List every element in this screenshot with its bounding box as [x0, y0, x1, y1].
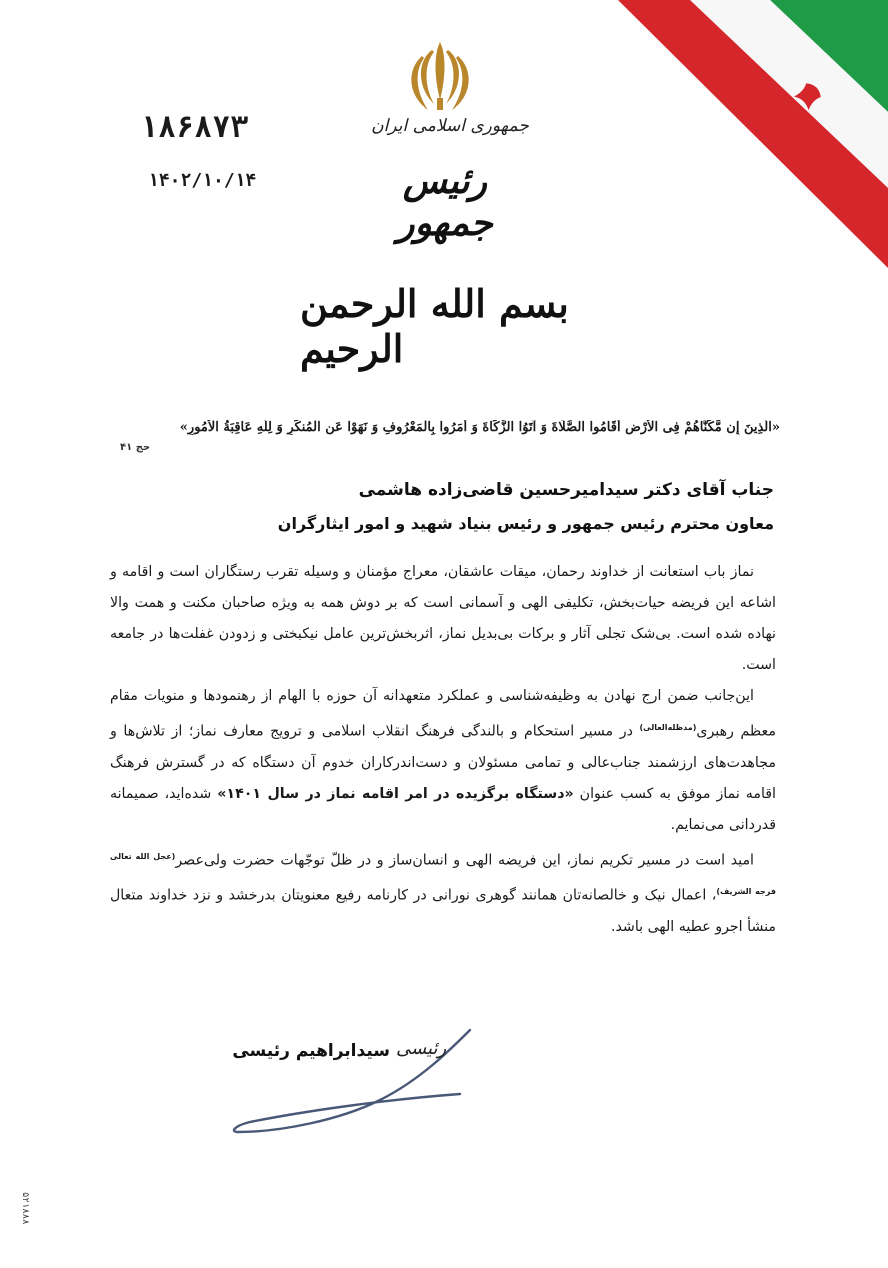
signature-mark: رئیسی	[396, 1038, 447, 1059]
paragraph-2-part-c: شده‌اید، صمیمانه قدردانی می‌نمایم.	[110, 785, 776, 833]
honorific-imam: (عجل الله تعالی فرجه الشریف)	[110, 851, 777, 897]
letter-number: ۱۸۶۸۷۳	[140, 110, 249, 145]
basmala-calligraphy: بسم الله الرحمن الرحیم	[300, 281, 569, 371]
addressee-name: جناب آقای دکتر سیدامیرحسین قاضی‌زاده هاشمی	[358, 480, 774, 500]
emblem-icon	[404, 38, 476, 114]
signature-stroke	[220, 1020, 490, 1140]
paragraph-3-part-a: امید است در مسیر تکریم نماز، این فریضه الهی و انسان‌ساز و در ظلّ توجّهات حضرت ولی‌عصر	[175, 852, 754, 869]
paragraph-2-part-b: در مسیر استحکام و بالندگی فرهنگ انقلاب اسلامی و ترویج معارف نماز؛ از تلاش‌ها و مجاهدت‌های ارزشمند جناب‌عالی و تمامی مسئولان و دست‌اندرکاران خدوم آن دستگاه که در گسترش فرهنگ اقامه نماز موفق به کسب عنوان	[110, 723, 776, 802]
paragraph-2	[110, 681, 776, 841]
letter-date: ۱۴۰۲/۱۰/۱۴	[148, 170, 257, 191]
verse-reference: حج ۴۱	[120, 442, 151, 453]
office-title: رئیس جمهور	[397, 160, 493, 244]
paragraph-3-part-b: ، اعمال نیک و خالصانه‌تان همانند گوهری نورانی در کارنامه رفیع معنویتان بدرخشد و نزد خداوند متعال منشأ اجرو عطیه الهی باشد.	[110, 888, 776, 936]
signer-name: سیدابراهیم رئیسی	[232, 1041, 390, 1061]
letter-body	[110, 557, 776, 943]
paragraph-3	[110, 841, 776, 943]
addressee-title: معاون محترم رئیس جمهور و رئیس بنیاد شهید و امور ایثارگران	[277, 514, 774, 533]
side-code: ۵۲۱۸۸۸	[20, 1192, 30, 1225]
quran-verse: «الَّذِینَ إِن مَّکَّنَّاهُمْ فِی الْأَرْضِ أَقَامُوا الصَّلَاةَ وَ آتَوُا الزَّکَاةَ وَ أَمَرُوا بِالْمَعْرُوفِ وَ نَهَوْا عَنِ الْمُنکَرِ وَ لِلَّهِ عَاقِبَةُ الْأُمُورِ»	[179, 420, 780, 435]
award-title: «دستگاه برگزیده در امر اقامه نماز در سال ۱۴۰۱»	[217, 785, 574, 802]
paragraph-1: نماز باب استعانت از خداوند رحمان، میقات عاشقان، معراج مؤمنان و وسیله تقرب رستگاران است و اقامه و اشاعه این فریضه حیات‌بخش، تکلیفی الهی و آسمانی است که بر دوش همه به ویژه صاحبان مکنت و همت والا نهاده شده است. بی‌شک تجلی آثار و برکات بی‌بدیل نماز، اثربخش‌ترین عامل نیکبختی و زدودن غفلت‌ها در جامعه است.	[110, 564, 776, 673]
org-name: جمهوری اسلامی ایران	[371, 116, 529, 136]
paragraph-2-part-a: این‌جانب ضمن ارج نهادن به وظیفه‌شناسی و عملکرد متعهدانه آن حوزه با الهام از رهنمودها و منویات مقام معظم رهبری	[110, 688, 776, 740]
honorific-leader: (مدظله‌العالی)	[639, 723, 697, 732]
